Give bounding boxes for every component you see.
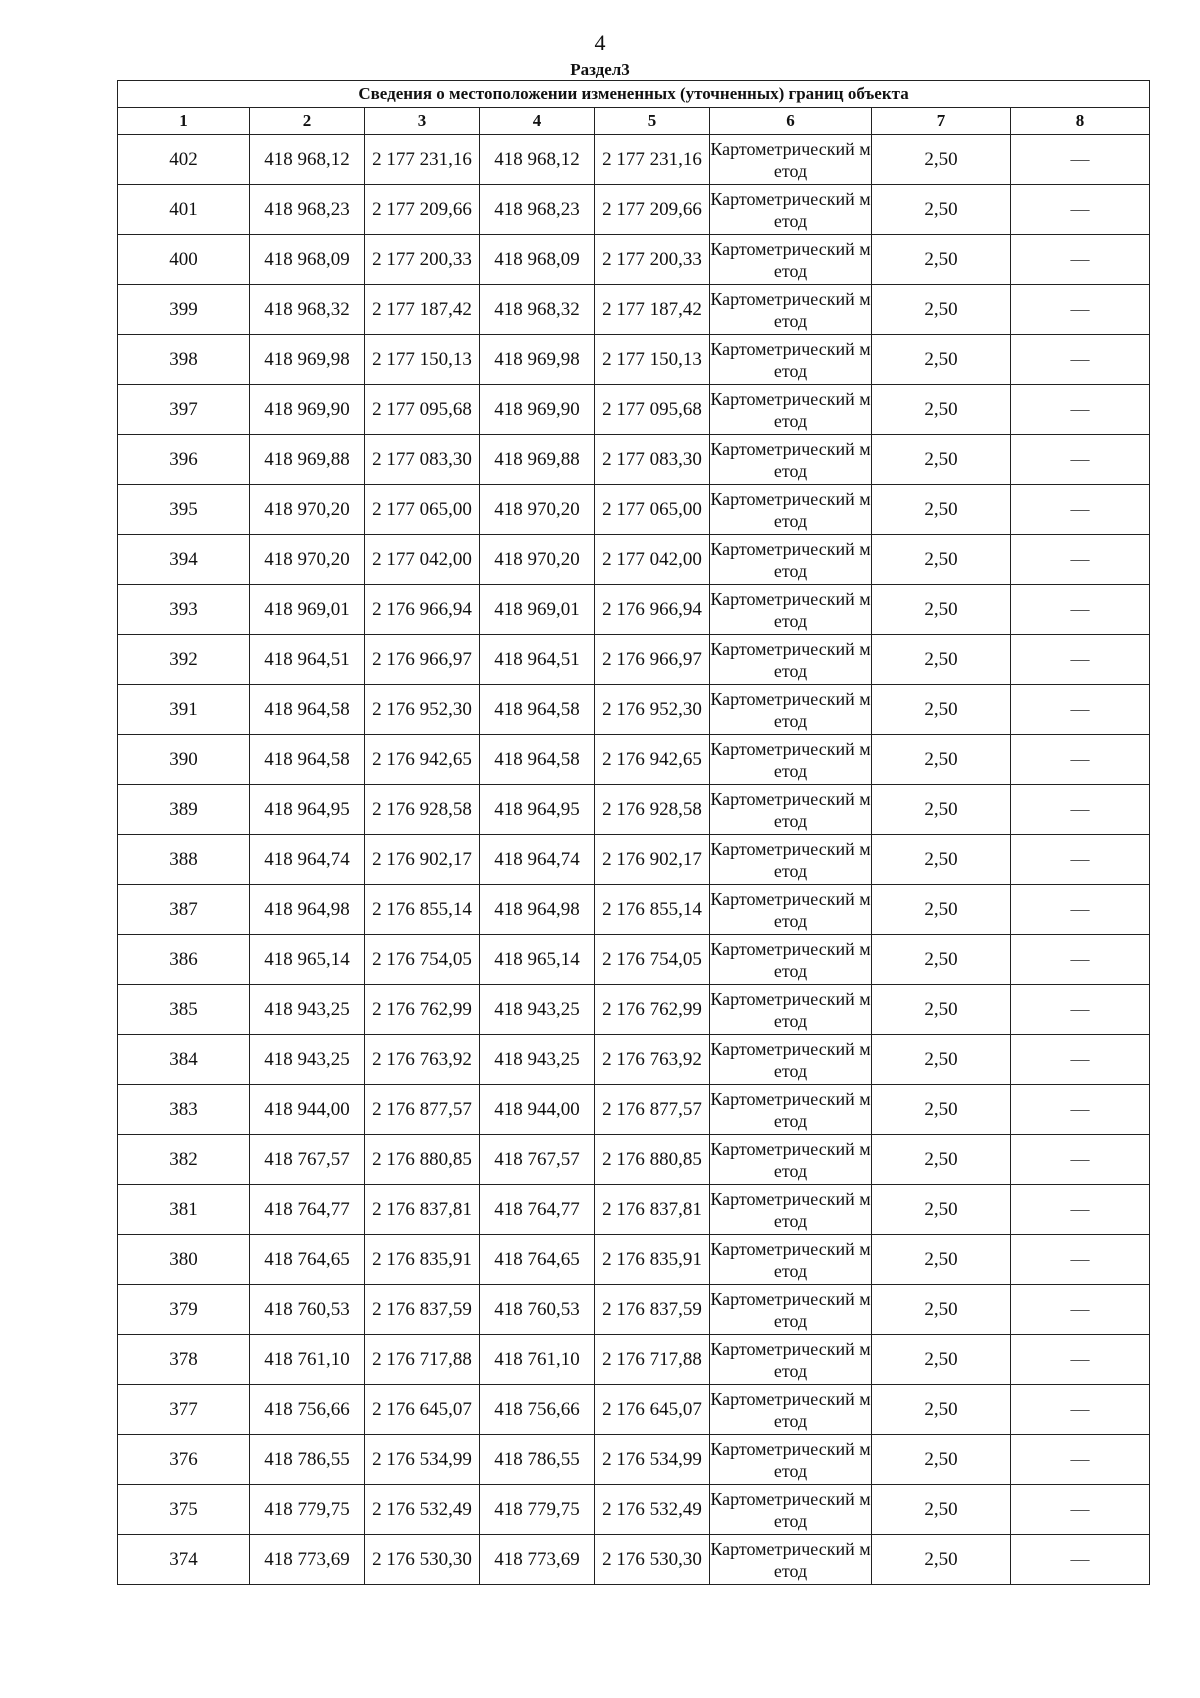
table-row xyxy=(118,435,1150,485)
cell-method: Картометрический метод xyxy=(710,1285,872,1335)
cell-y-coord-new: 2 176 532,49 xyxy=(595,1485,710,1535)
cell-description: — xyxy=(1011,885,1150,935)
cell-description: — xyxy=(1011,1185,1150,1235)
cell-y-coord-existing: 2 176 534,99 xyxy=(365,1435,480,1485)
cell-accuracy: 2,50 xyxy=(872,1135,1011,1185)
cell-x-coord-new: 418 964,74 xyxy=(480,835,595,885)
cell-x-coord-new: 418 764,77 xyxy=(480,1185,595,1235)
cell-description: — xyxy=(1011,1035,1150,1085)
cell-x-coord-new: 418 773,69 xyxy=(480,1535,595,1585)
cell-y-coord-new: 2 176 855,14 xyxy=(595,885,710,935)
cell-description: — xyxy=(1011,485,1150,535)
cell-method: Картометрический метод xyxy=(710,1435,872,1485)
cell-accuracy: 2,50 xyxy=(872,485,1011,535)
cell-x-coord-new: 418 964,58 xyxy=(480,685,595,735)
table-row xyxy=(118,1035,1150,1085)
cell-accuracy: 2,50 xyxy=(872,1085,1011,1135)
cell-y-coord-existing: 2 177 083,30 xyxy=(365,435,480,485)
cell-y-coord-new: 2 176 534,99 xyxy=(595,1435,710,1485)
cell-point-number: 398 xyxy=(118,335,250,385)
cell-description: — xyxy=(1011,735,1150,785)
cell-accuracy: 2,50 xyxy=(872,885,1011,935)
cell-description: — xyxy=(1011,985,1150,1035)
cell-x-coord-existing: 418 964,51 xyxy=(250,635,365,685)
cell-point-number: 381 xyxy=(118,1185,250,1235)
cell-y-coord-new: 2 176 952,30 xyxy=(595,685,710,735)
cell-description: — xyxy=(1011,635,1150,685)
cell-y-coord-new: 2 176 645,07 xyxy=(595,1385,710,1435)
cell-x-coord-existing: 418 786,55 xyxy=(250,1435,365,1485)
table-row xyxy=(118,635,1150,685)
cell-y-coord-new: 2 177 187,42 xyxy=(595,285,710,335)
cell-description: — xyxy=(1011,1535,1150,1585)
cell-method: Картометрический метод xyxy=(710,335,872,385)
cell-y-coord-new: 2 177 083,30 xyxy=(595,435,710,485)
cell-y-coord-new: 2 176 902,17 xyxy=(595,835,710,885)
cell-x-coord-new: 418 964,58 xyxy=(480,735,595,785)
cell-method: Картометрический метод xyxy=(710,235,872,285)
cell-description: — xyxy=(1011,1285,1150,1335)
column-number-row xyxy=(118,108,1150,135)
column-number-6: 6 xyxy=(710,108,872,135)
cell-x-coord-new: 418 760,53 xyxy=(480,1285,595,1335)
cell-y-coord-existing: 2 176 532,49 xyxy=(365,1485,480,1535)
table-row xyxy=(118,1385,1150,1435)
cell-method: Картометрический метод xyxy=(710,1035,872,1085)
cell-point-number: 383 xyxy=(118,1085,250,1135)
cell-y-coord-new: 2 176 837,81 xyxy=(595,1185,710,1235)
cell-x-coord-new: 418 943,25 xyxy=(480,985,595,1035)
cell-point-number: 397 xyxy=(118,385,250,435)
table-row xyxy=(118,1435,1150,1485)
cell-method: Картометрический метод xyxy=(710,985,872,1035)
cell-x-coord-new: 418 965,14 xyxy=(480,935,595,985)
cell-x-coord-existing: 418 756,66 xyxy=(250,1385,365,1435)
table-row xyxy=(118,535,1150,585)
table-row xyxy=(118,985,1150,1035)
cell-y-coord-existing: 2 176 835,91 xyxy=(365,1235,480,1285)
cell-y-coord-new: 2 177 209,66 xyxy=(595,185,710,235)
cell-point-number: 402 xyxy=(118,135,250,185)
cell-y-coord-new: 2 177 065,00 xyxy=(595,485,710,535)
cell-point-number: 376 xyxy=(118,1435,250,1485)
cell-description: — xyxy=(1011,1435,1150,1485)
cell-y-coord-existing: 2 177 095,68 xyxy=(365,385,480,435)
cell-y-coord-new: 2 176 837,59 xyxy=(595,1285,710,1335)
cell-y-coord-existing: 2 177 187,42 xyxy=(365,285,480,335)
cell-y-coord-existing: 2 176 942,65 xyxy=(365,735,480,785)
cell-accuracy: 2,50 xyxy=(872,1435,1011,1485)
cell-point-number: 377 xyxy=(118,1385,250,1435)
cell-y-coord-existing: 2 176 966,97 xyxy=(365,635,480,685)
cell-x-coord-existing: 418 965,14 xyxy=(250,935,365,985)
cell-x-coord-existing: 418 964,58 xyxy=(250,685,365,735)
table-row xyxy=(118,935,1150,985)
cell-accuracy: 2,50 xyxy=(872,685,1011,735)
cell-x-coord-new: 418 968,32 xyxy=(480,285,595,335)
cell-y-coord-existing: 2 176 928,58 xyxy=(365,785,480,835)
cell-y-coord-existing: 2 177 231,16 xyxy=(365,135,480,185)
cell-point-number: 389 xyxy=(118,785,250,835)
cell-accuracy: 2,50 xyxy=(872,1185,1011,1235)
cell-x-coord-existing: 418 964,98 xyxy=(250,885,365,935)
cell-point-number: 375 xyxy=(118,1485,250,1535)
cell-accuracy: 2,50 xyxy=(872,235,1011,285)
cell-y-coord-existing: 2 176 880,85 xyxy=(365,1135,480,1185)
cell-y-coord-existing: 2 176 855,14 xyxy=(365,885,480,935)
cell-point-number: 384 xyxy=(118,1035,250,1085)
cell-y-coord-new: 2 176 966,97 xyxy=(595,635,710,685)
cell-method: Картометрический метод xyxy=(710,285,872,335)
cell-x-coord-existing: 418 969,88 xyxy=(250,435,365,485)
cell-point-number: 385 xyxy=(118,985,250,1035)
cell-x-coord-existing: 418 761,10 xyxy=(250,1335,365,1385)
cell-x-coord-new: 418 764,65 xyxy=(480,1235,595,1285)
cell-x-coord-new: 418 969,90 xyxy=(480,385,595,435)
cell-x-coord-existing: 418 968,23 xyxy=(250,185,365,235)
table-row xyxy=(118,1535,1150,1585)
cell-description: — xyxy=(1011,935,1150,985)
cell-x-coord-existing: 418 964,58 xyxy=(250,735,365,785)
cell-y-coord-new: 2 176 754,05 xyxy=(595,935,710,985)
cell-y-coord-new: 2 177 095,68 xyxy=(595,385,710,435)
cell-y-coord-existing: 2 177 209,66 xyxy=(365,185,480,235)
cell-x-coord-existing: 418 969,98 xyxy=(250,335,365,385)
table-row xyxy=(118,235,1150,285)
cell-x-coord-new: 418 779,75 xyxy=(480,1485,595,1535)
cell-point-number: 392 xyxy=(118,635,250,685)
cell-x-coord-new: 418 767,57 xyxy=(480,1135,595,1185)
table-row xyxy=(118,735,1150,785)
cell-y-coord-existing: 2 176 966,94 xyxy=(365,585,480,635)
cell-y-coord-new: 2 176 762,99 xyxy=(595,985,710,1035)
cell-description: — xyxy=(1011,835,1150,885)
cell-accuracy: 2,50 xyxy=(872,335,1011,385)
cell-method: Картометрический метод xyxy=(710,785,872,835)
cell-accuracy: 2,50 xyxy=(872,1235,1011,1285)
cell-point-number: 396 xyxy=(118,435,250,485)
table-body xyxy=(118,135,1150,1585)
cell-x-coord-new: 418 964,95 xyxy=(480,785,595,835)
cell-x-coord-new: 418 968,23 xyxy=(480,185,595,235)
cell-description: — xyxy=(1011,335,1150,385)
table-row xyxy=(118,1285,1150,1335)
cell-method: Картометрический метод xyxy=(710,1135,872,1185)
table-row xyxy=(118,785,1150,835)
cell-accuracy: 2,50 xyxy=(872,935,1011,985)
table-row xyxy=(118,385,1150,435)
cell-method: Картометрический метод xyxy=(710,635,872,685)
table-row xyxy=(118,185,1150,235)
cell-x-coord-existing: 418 969,90 xyxy=(250,385,365,435)
table-caption-row xyxy=(118,81,1150,108)
cell-x-coord-new: 418 970,20 xyxy=(480,535,595,585)
cell-x-coord-existing: 418 764,65 xyxy=(250,1235,365,1285)
column-number-8: 8 xyxy=(1011,108,1150,135)
table-row xyxy=(118,835,1150,885)
cell-method: Картометрический метод xyxy=(710,385,872,435)
cell-y-coord-existing: 2 176 902,17 xyxy=(365,835,480,885)
cell-description: — xyxy=(1011,1135,1150,1185)
cell-x-coord-existing: 418 764,77 xyxy=(250,1185,365,1235)
cell-accuracy: 2,50 xyxy=(872,635,1011,685)
cell-accuracy: 2,50 xyxy=(872,185,1011,235)
cell-method: Картометрический метод xyxy=(710,1185,872,1235)
cell-accuracy: 2,50 xyxy=(872,585,1011,635)
cell-point-number: 394 xyxy=(118,535,250,585)
cell-x-coord-new: 418 964,98 xyxy=(480,885,595,935)
cell-accuracy: 2,50 xyxy=(872,1485,1011,1535)
cell-y-coord-new: 2 177 231,16 xyxy=(595,135,710,185)
cell-method: Картометрический метод xyxy=(710,585,872,635)
cell-y-coord-new: 2 176 928,58 xyxy=(595,785,710,835)
cell-y-coord-new: 2 176 763,92 xyxy=(595,1035,710,1085)
cell-point-number: 399 xyxy=(118,285,250,335)
cell-point-number: 390 xyxy=(118,735,250,785)
table-row xyxy=(118,1485,1150,1535)
cell-method: Картометрический метод xyxy=(710,1485,872,1535)
cell-accuracy: 2,50 xyxy=(872,985,1011,1035)
cell-point-number: 379 xyxy=(118,1285,250,1335)
cell-y-coord-new: 2 177 150,13 xyxy=(595,335,710,385)
cell-point-number: 386 xyxy=(118,935,250,985)
cell-accuracy: 2,50 xyxy=(872,785,1011,835)
cell-y-coord-new: 2 176 942,65 xyxy=(595,735,710,785)
cell-x-coord-new: 418 756,66 xyxy=(480,1385,595,1435)
cell-point-number: 391 xyxy=(118,685,250,735)
column-number-2: 2 xyxy=(250,108,365,135)
table-row xyxy=(118,1335,1150,1385)
cell-method: Картометрический метод xyxy=(710,1385,872,1435)
cell-x-coord-existing: 418 964,95 xyxy=(250,785,365,835)
cell-x-coord-existing: 418 943,25 xyxy=(250,1035,365,1085)
cell-method: Картометрический метод xyxy=(710,835,872,885)
column-number-3: 3 xyxy=(365,108,480,135)
table-row xyxy=(118,135,1150,185)
cell-x-coord-new: 418 968,12 xyxy=(480,135,595,185)
cell-description: — xyxy=(1011,185,1150,235)
cell-point-number: 388 xyxy=(118,835,250,885)
cell-method: Картометрический метод xyxy=(710,135,872,185)
cell-y-coord-existing: 2 176 645,07 xyxy=(365,1385,480,1435)
cell-x-coord-new: 418 970,20 xyxy=(480,485,595,535)
cell-y-coord-existing: 2 177 065,00 xyxy=(365,485,480,535)
cell-y-coord-new: 2 176 835,91 xyxy=(595,1235,710,1285)
table-row xyxy=(118,485,1150,535)
cell-x-coord-existing: 418 767,57 xyxy=(250,1135,365,1185)
cell-y-coord-existing: 2 176 952,30 xyxy=(365,685,480,735)
cell-point-number: 393 xyxy=(118,585,250,635)
section-title: Раздел3 xyxy=(570,60,630,79)
cell-point-number: 378 xyxy=(118,1335,250,1385)
cell-y-coord-new: 2 176 530,30 xyxy=(595,1535,710,1585)
cell-point-number: 374 xyxy=(118,1535,250,1585)
cell-accuracy: 2,50 xyxy=(872,1285,1011,1335)
cell-y-coord-existing: 2 176 717,88 xyxy=(365,1335,480,1385)
cell-method: Картометрический метод xyxy=(710,885,872,935)
cell-point-number: 395 xyxy=(118,485,250,535)
cell-accuracy: 2,50 xyxy=(872,1535,1011,1585)
cell-method: Картометрический метод xyxy=(710,1335,872,1385)
cell-x-coord-existing: 418 969,01 xyxy=(250,585,365,635)
table-row xyxy=(118,685,1150,735)
table-row xyxy=(118,285,1150,335)
cell-accuracy: 2,50 xyxy=(872,285,1011,335)
cell-accuracy: 2,50 xyxy=(872,1035,1011,1085)
cell-description: — xyxy=(1011,535,1150,585)
table-caption: Сведения о местоположении измененных (уточненных) границ объекта xyxy=(118,81,1150,108)
column-number-5: 5 xyxy=(595,108,710,135)
cell-x-coord-new: 418 944,00 xyxy=(480,1085,595,1135)
cell-description: — xyxy=(1011,1385,1150,1435)
cell-accuracy: 2,50 xyxy=(872,385,1011,435)
cell-x-coord-existing: 418 779,75 xyxy=(250,1485,365,1535)
cell-y-coord-existing: 2 176 877,57 xyxy=(365,1085,480,1135)
cell-point-number: 401 xyxy=(118,185,250,235)
cell-description: — xyxy=(1011,1335,1150,1385)
cell-x-coord-new: 418 969,88 xyxy=(480,435,595,485)
cell-description: — xyxy=(1011,435,1150,485)
cell-accuracy: 2,50 xyxy=(872,435,1011,485)
cell-y-coord-new: 2 176 966,94 xyxy=(595,585,710,635)
cell-y-coord-existing: 2 176 763,92 xyxy=(365,1035,480,1085)
cell-y-coord-existing: 2 177 200,33 xyxy=(365,235,480,285)
cell-method: Картометрический метод xyxy=(710,185,872,235)
cell-y-coord-existing: 2 176 837,81 xyxy=(365,1185,480,1235)
cell-y-coord-new: 2 176 717,88 xyxy=(595,1335,710,1385)
cell-method: Картометрический метод xyxy=(710,485,872,535)
cell-x-coord-new: 418 761,10 xyxy=(480,1335,595,1385)
cell-y-coord-existing: 2 176 837,59 xyxy=(365,1285,480,1335)
cell-point-number: 380 xyxy=(118,1235,250,1285)
cell-x-coord-new: 418 969,01 xyxy=(480,585,595,635)
cell-method: Картометрический метод xyxy=(710,435,872,485)
table-row xyxy=(118,585,1150,635)
table-row xyxy=(118,335,1150,385)
cell-point-number: 382 xyxy=(118,1135,250,1185)
cell-accuracy: 2,50 xyxy=(872,1385,1011,1435)
cell-y-coord-existing: 2 177 150,13 xyxy=(365,335,480,385)
cell-x-coord-existing: 418 944,00 xyxy=(250,1085,365,1135)
cell-method: Картометрический метод xyxy=(710,535,872,585)
cell-x-coord-existing: 418 964,74 xyxy=(250,835,365,885)
cell-y-coord-new: 2 177 042,00 xyxy=(595,535,710,585)
cell-x-coord-new: 418 786,55 xyxy=(480,1435,595,1485)
cell-x-coord-new: 418 968,09 xyxy=(480,235,595,285)
cell-method: Картометрический метод xyxy=(710,1085,872,1135)
cell-y-coord-existing: 2 176 754,05 xyxy=(365,935,480,985)
cell-y-coord-existing: 2 177 042,00 xyxy=(365,535,480,585)
table-row xyxy=(118,1185,1150,1235)
cell-description: — xyxy=(1011,685,1150,735)
page-number: 4 xyxy=(594,30,606,55)
cell-description: — xyxy=(1011,1085,1150,1135)
cell-accuracy: 2,50 xyxy=(872,735,1011,785)
cell-method: Картометрический метод xyxy=(710,1535,872,1585)
cell-accuracy: 2,50 xyxy=(872,535,1011,585)
cell-x-coord-existing: 418 773,69 xyxy=(250,1535,365,1585)
cell-description: — xyxy=(1011,135,1150,185)
cell-x-coord-existing: 418 968,09 xyxy=(250,235,365,285)
cell-description: — xyxy=(1011,235,1150,285)
cell-x-coord-existing: 418 968,32 xyxy=(250,285,365,335)
cell-x-coord-new: 418 969,98 xyxy=(480,335,595,385)
cell-point-number: 400 xyxy=(118,235,250,285)
cell-point-number: 387 xyxy=(118,885,250,935)
cell-description: — xyxy=(1011,1485,1150,1535)
cell-y-coord-existing: 2 176 762,99 xyxy=(365,985,480,1035)
cell-method: Картометрический метод xyxy=(710,685,872,735)
cell-y-coord-new: 2 177 200,33 xyxy=(595,235,710,285)
cell-y-coord-new: 2 176 880,85 xyxy=(595,1135,710,1185)
cell-y-coord-existing: 2 176 530,30 xyxy=(365,1535,480,1585)
cell-accuracy: 2,50 xyxy=(872,835,1011,885)
cell-description: — xyxy=(1011,585,1150,635)
cell-description: — xyxy=(1011,785,1150,835)
coordinates-table xyxy=(117,80,1150,1585)
cell-description: — xyxy=(1011,1235,1150,1285)
cell-x-coord-existing: 418 970,20 xyxy=(250,485,365,535)
cell-description: — xyxy=(1011,285,1150,335)
column-number-1: 1 xyxy=(118,108,250,135)
cell-description: — xyxy=(1011,385,1150,435)
column-number-7: 7 xyxy=(872,108,1011,135)
cell-accuracy: 2,50 xyxy=(872,1335,1011,1385)
table-row xyxy=(118,1085,1150,1135)
cell-x-coord-existing: 418 970,20 xyxy=(250,535,365,585)
cell-method: Картометрический метод xyxy=(710,735,872,785)
cell-x-coord-existing: 418 968,12 xyxy=(250,135,365,185)
cell-x-coord-existing: 418 760,53 xyxy=(250,1285,365,1335)
cell-accuracy: 2,50 xyxy=(872,135,1011,185)
cell-x-coord-new: 418 943,25 xyxy=(480,1035,595,1085)
cell-y-coord-new: 2 176 877,57 xyxy=(595,1085,710,1135)
cell-x-coord-new: 418 964,51 xyxy=(480,635,595,685)
table-row xyxy=(118,1135,1150,1185)
table-row xyxy=(118,1235,1150,1285)
column-number-4: 4 xyxy=(480,108,595,135)
cell-method: Картометрический метод xyxy=(710,1235,872,1285)
table-row xyxy=(118,885,1150,935)
cell-x-coord-existing: 418 943,25 xyxy=(250,985,365,1035)
cell-method: Картометрический метод xyxy=(710,935,872,985)
